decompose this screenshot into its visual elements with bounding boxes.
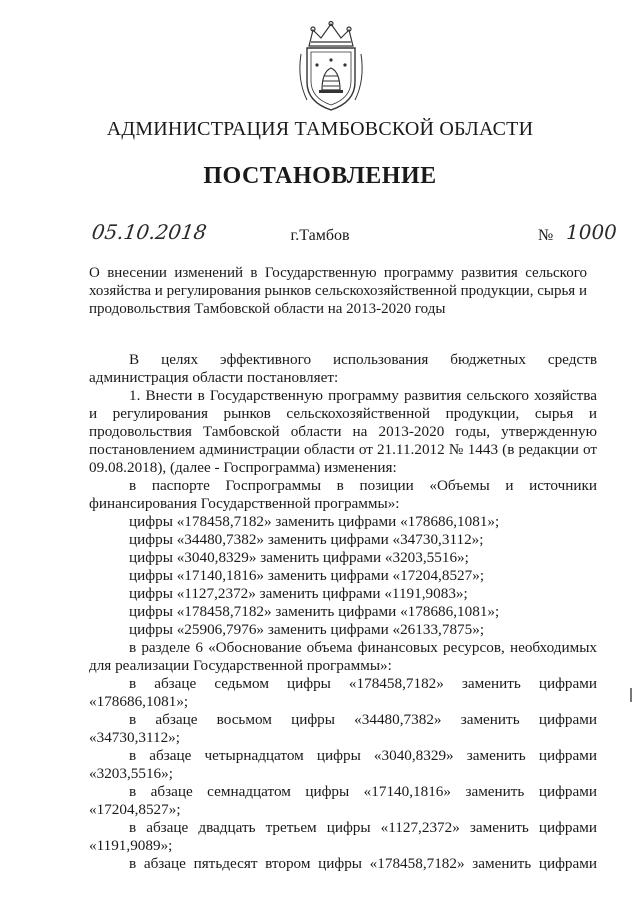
document-type: ПОСТАНОВЛЕНИЕ (203, 163, 437, 189)
tambov-coat-of-arms-icon (295, 20, 367, 115)
body-line: цифры «1127,2372» заменить цифрами «1191,9083»; (129, 585, 468, 602)
document-body (89, 351, 597, 873)
body-line: в абзаце семнадцатом цифры «17140,1816» заменить цифрами (129, 783, 597, 800)
body-line: в абзаце четырнадцатом цифры «3040,8329» заменить цифрами (129, 747, 597, 764)
body-line: 09.08.2018), (далее - Госпрограмма) изменения: (89, 459, 397, 476)
body-line: администрация области постановляет: (89, 369, 339, 386)
body-line: продовольствия Тамбовской области на 2013-2020 годы, утвержденную (89, 423, 597, 440)
document-subject: О внесении изменений в Государственную программу развития сельского хозяйства и регулирования рынков сельскохозяйственной продукции, сырья и продовольствия Тамбовской области на 2013-2020 годы (89, 265, 587, 317)
body-line: для реализации Государственной программы»: (89, 657, 392, 674)
body-line: «3203,5516»; (89, 765, 173, 782)
body-line: в абзаце пятьдесят втором цифры «178458,7182» заменить цифрами (129, 855, 597, 872)
document-number-label: № (538, 227, 554, 244)
body-line: цифры «17140,1816» заменить цифрами «17204,8527»; (129, 567, 485, 584)
body-line: «178686,1081»; (89, 693, 189, 710)
document-number: 1000 (566, 220, 617, 244)
scan-margin-mark (630, 688, 632, 702)
body-line: в абзаце восьмом цифры «34480,7382» заменить цифрами (129, 711, 597, 728)
document-city: г.Тамбов (290, 227, 350, 244)
body-line: 1. Внести в Государственную программу развития сельского хозяйства (129, 387, 597, 404)
body-line: финансирования Государственной программы»: (89, 495, 400, 512)
body-line: «34730,3112»; (89, 729, 180, 746)
body-line: цифры «3040,8329» заменить цифрами «3203,5516»; (129, 549, 469, 566)
body-line: постановлением администрации области от 21.11.2012 № 1443 (в редакции от (89, 441, 597, 458)
body-line: «17204,8527»; (89, 801, 181, 818)
body-line: и регулирования рынков сельскохозяйственной продукции, сырья и (89, 405, 597, 422)
body-line: В целях эффективного использования бюджетных средств (129, 351, 597, 368)
organization-name: АДМИНИСТРАЦИЯ ТАМБОВСКОЙ ОБЛАСТИ (106, 118, 534, 140)
body-line: в разделе 6 «Обоснование объема финансовых ресурсов, необходимых (129, 639, 597, 656)
body-line: цифры «178458,7182» заменить цифрами «178686,1081»; (129, 603, 500, 620)
body-line: цифры «178458,7182» заменить цифрами «178686,1081»; (129, 513, 500, 530)
body-line: в абзаце седьмом цифры «178458,7182» заменить цифрами (129, 675, 597, 692)
body-line: «1191,9089»; (89, 837, 173, 854)
body-line: в абзаце двадцать третьем цифры «1127,2372» заменить цифрами (129, 819, 597, 836)
document-date: 05.10.2018 (90, 220, 209, 244)
body-line: цифры «34480,7382» заменить цифрами «34730,3112»; (129, 531, 484, 548)
body-line: цифры «25906,7976» заменить цифрами «26133,7875»; (129, 621, 485, 638)
body-line: в паспорте Госпрограммы в позиции «Объемы и источники (129, 477, 597, 494)
